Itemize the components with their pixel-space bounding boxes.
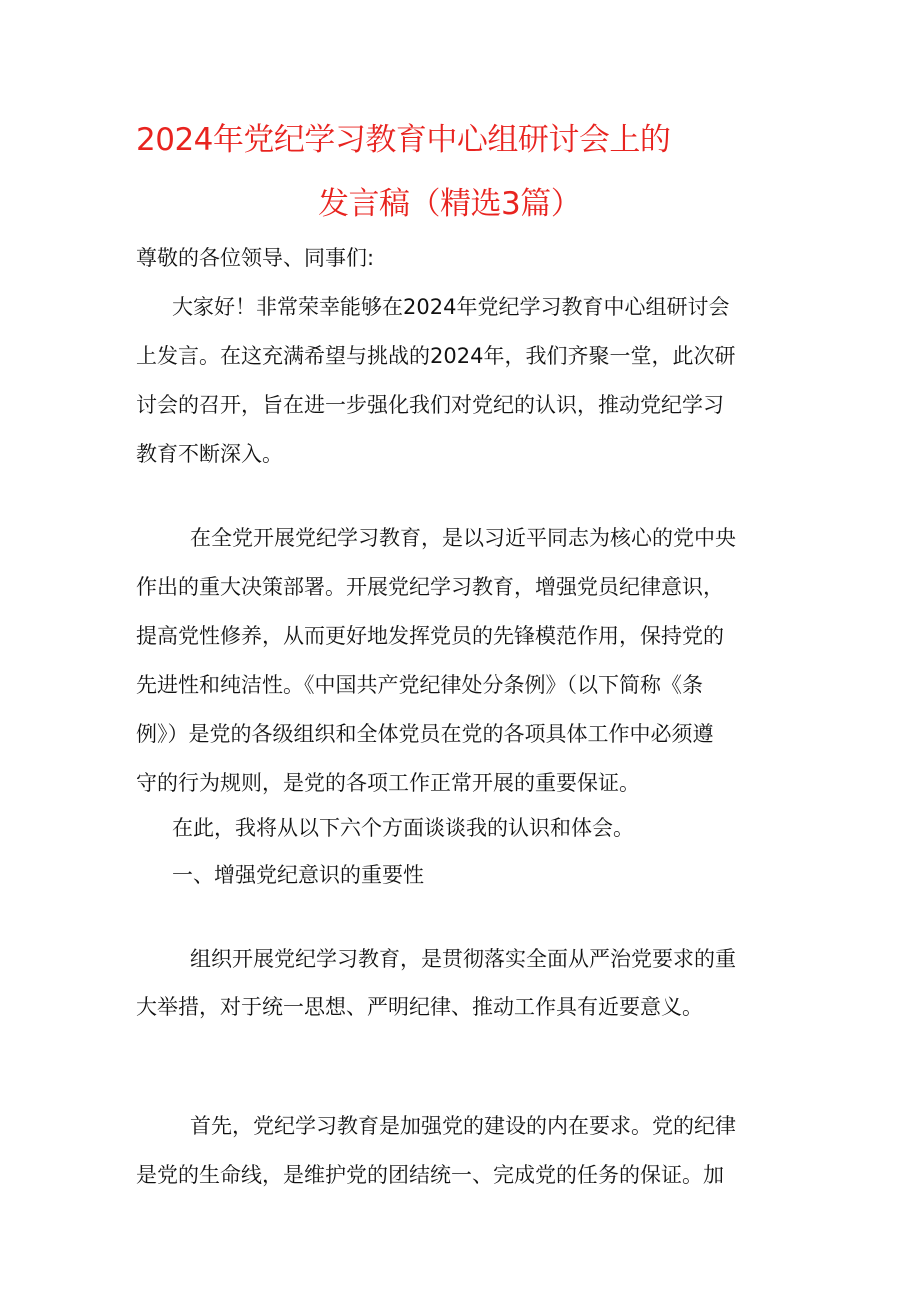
paragraph-4-line-1: 组织开展党纪学习教育，是贯彻落实全面从严治党要求的重 bbox=[190, 947, 736, 971]
section-heading-1: 一、增强党纪意识的重要性 bbox=[172, 863, 424, 887]
document-title-line-1: 2024年党纪学习教育中心组研讨会上的 bbox=[136, 122, 671, 158]
paragraph-1-line-3: 讨会的召开，旨在进一步强化我们对党纪的认识，推动党纪学习 bbox=[136, 393, 724, 417]
paragraph-2-line-1: 在全党开展党纪学习教育，是以习近平同志为核心的党中央 bbox=[190, 526, 736, 550]
paragraph-2-line-2: 作出的重大决策部署。开展党纪学习教育，增强党员纪律意识， bbox=[136, 575, 724, 599]
paragraph-5-line-2: 是党的生命线，是维护党的团结统一、完成党的任务的保证。加 bbox=[136, 1163, 724, 1187]
document-title-line-2: 发言稿（精选3篇） bbox=[318, 186, 582, 222]
paragraph-1-line-4: 教育不断深入。 bbox=[136, 442, 283, 466]
paragraph-1-line-2: 上发言。在这充满希望与挑战的2024年，我们齐聚一堂，此次研 bbox=[136, 344, 736, 368]
paragraph-2-line-5: 例》）是党的各级组织和全体党员在党的各项具体工作中必须遵 bbox=[136, 722, 714, 746]
paragraph-2-line-4: 先进性和纯洁性。《中国共产党纪律处分条例》（以下简称《条 bbox=[136, 673, 703, 697]
salutation: 尊敬的各位领导、同事们: bbox=[136, 246, 375, 270]
paragraph-1-line-1: 大家好！非常荣幸能够在2024年党纪学习教育中心组研讨会 bbox=[172, 295, 730, 319]
paragraph-4-line-2: 大举措，对于统一思想、严明纪律、推动工作具有近要意义。 bbox=[136, 995, 703, 1019]
paragraph-2-line-3: 提高党性修养，从而更好地发挥党员的先锋模范作用，保持党的 bbox=[136, 624, 724, 648]
paragraph-5-line-1: 首先，党纪学习教育是加强党的建设的内在要求。党的纪律 bbox=[190, 1114, 736, 1138]
paragraph-2-line-6: 守的行为规则，是党的各项工作正常开展的重要保证。 bbox=[136, 771, 640, 795]
paragraph-3-line-1: 在此，我将从以下六个方面谈谈我的认识和体会。 bbox=[172, 816, 634, 840]
